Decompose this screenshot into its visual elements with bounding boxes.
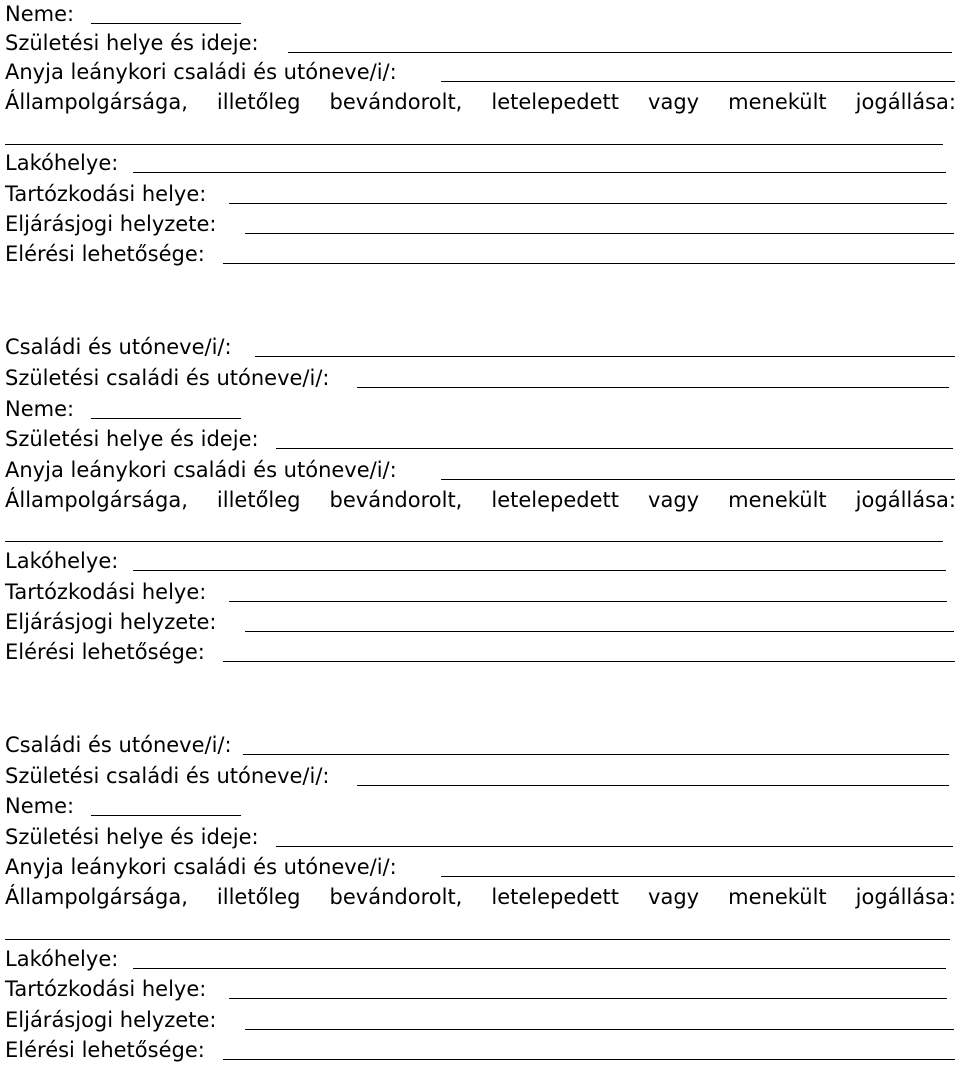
citizenship-status-label: Állampolgársága, illetőleg bevándorolt, letelepedett vagy menekült jogállása: [5, 885, 956, 909]
place-of-stay-field[interactable] [229, 203, 947, 204]
mothers-maiden-name-label: Anyja leánykori családi és utóneve/i/: [5, 60, 397, 84]
residence-label: Lakóhelye: [5, 947, 119, 971]
birth-family-and-given-name-label: Születési családi és utóneve/i/: [5, 366, 330, 390]
place-of-stay-label: Tartózkodási helye: [5, 182, 207, 206]
sex-label: Neme: [5, 397, 75, 421]
place-and-date-of-birth-field[interactable] [276, 846, 953, 847]
place-of-stay-field[interactable] [229, 601, 947, 602]
sex-field[interactable] [91, 23, 241, 24]
citizenship-status-field[interactable] [5, 541, 943, 542]
procedural-status-label: Eljárásjogi helyzete: [5, 610, 217, 634]
sex-label: Neme: [5, 2, 75, 26]
procedural-status-field[interactable] [245, 233, 954, 234]
place-and-date-of-birth-field[interactable] [288, 52, 952, 53]
mothers-maiden-name-field[interactable] [441, 479, 955, 480]
birth-family-and-given-name-label: Születési családi és utóneve/i/: [5, 764, 330, 788]
family-and-given-name-field[interactable] [255, 356, 955, 357]
place-of-stay-label: Tartózkodási helye: [5, 977, 207, 1001]
sex-label: Neme: [5, 794, 75, 818]
residence-label: Lakóhelye: [5, 151, 119, 175]
citizenship-status-label: Állampolgársága, illetőleg bevándorolt, letelepedett vagy menekült jogállása: [5, 488, 956, 512]
mothers-maiden-name-field[interactable] [441, 876, 955, 877]
contact-field[interactable] [223, 1059, 955, 1060]
contact-field[interactable] [223, 661, 955, 662]
citizenship-status-field[interactable] [5, 939, 950, 940]
residence-field[interactable] [133, 968, 946, 969]
residence-label: Lakóhelye: [5, 549, 119, 573]
sex-field[interactable] [91, 418, 241, 419]
mothers-maiden-name-label: Anyja leánykori családi és utóneve/i/: [5, 458, 397, 482]
procedural-status-label: Eljárásjogi helyzete: [5, 1008, 217, 1032]
family-and-given-name-field[interactable] [243, 754, 949, 755]
procedural-status-field[interactable] [245, 1029, 954, 1030]
contact-field[interactable] [223, 263, 955, 264]
place-and-date-of-birth-label: Születési helye és ideje: [5, 825, 259, 849]
citizenship-status-label: Állampolgársága, illetőleg bevándorolt, letelepedett vagy menekült jogállása: [5, 90, 956, 114]
birth-family-and-given-name-field[interactable] [357, 785, 949, 786]
contact-label: Elérési lehetősége: [5, 242, 205, 266]
citizenship-status-field[interactable] [5, 144, 943, 145]
sex-field[interactable] [91, 815, 241, 816]
place-and-date-of-birth-label: Születési helye és ideje: [5, 427, 259, 451]
mothers-maiden-name-label: Anyja leánykori családi és utóneve/i/: [5, 855, 397, 879]
residence-field[interactable] [133, 172, 946, 173]
place-and-date-of-birth-field[interactable] [276, 448, 953, 449]
procedural-status-field[interactable] [245, 631, 954, 632]
contact-label: Elérési lehetősége: [5, 640, 205, 664]
place-of-stay-field[interactable] [229, 998, 947, 999]
procedural-status-label: Eljárásjogi helyzete: [5, 212, 217, 236]
birth-family-and-given-name-field[interactable] [357, 387, 949, 388]
contact-label: Elérési lehetősége: [5, 1038, 205, 1062]
family-and-given-name-label: Családi és utóneve/i/: [5, 335, 232, 359]
family-and-given-name-label: Családi és utóneve/i/: [5, 733, 232, 757]
mothers-maiden-name-field[interactable] [441, 81, 955, 82]
place-and-date-of-birth-label: Születési helye és ideje: [5, 31, 259, 55]
place-of-stay-label: Tartózkodási helye: [5, 580, 207, 604]
residence-field[interactable] [133, 570, 946, 571]
